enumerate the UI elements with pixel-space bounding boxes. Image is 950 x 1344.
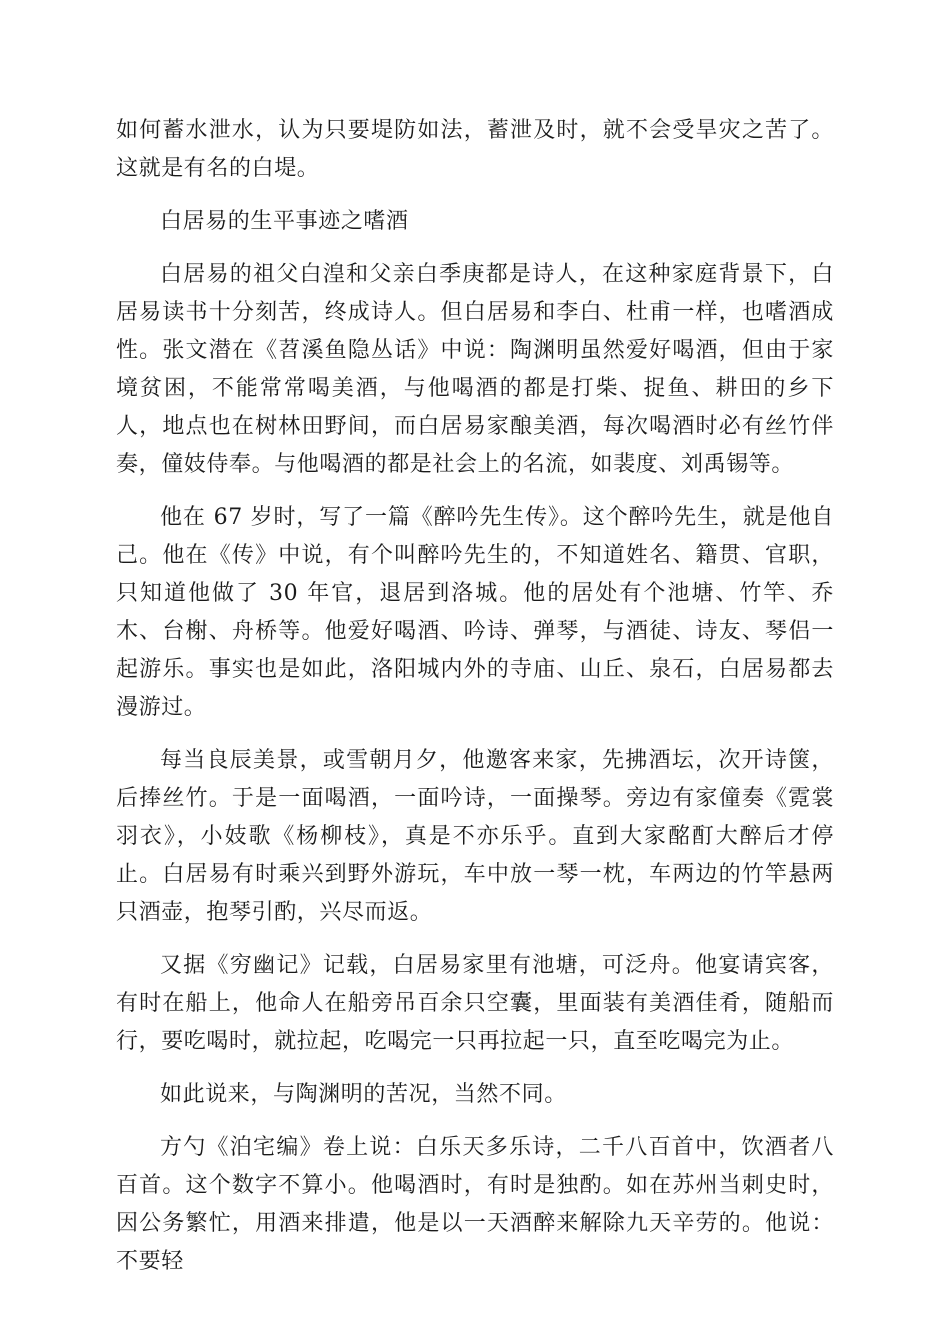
paragraph: 每当良辰美景，或雪朝月夕，他邀客来家，先拂酒坛，次开诗箧，后捧丝竹。于是一面喝酒，一面吟诗，一面操琴。旁边有家僮奏《霓裳羽衣》，小妓歌《杨柳枝》，真是不亦乐乎。直到大家酩酊大醉后才停止。白居易有时乘兴到野外游玩，车中放一琴一枕，车两边的竹竿悬两只酒壶，抱琴引酌，兴尽而返。 [116,748,834,925]
paragraph: 白居易的祖父白湟和父亲白季庚都是诗人，在这种家庭背景下，白居易读书十分刻苦，终成诗人。但白居易和李白、杜甫一样，也嗜酒成性。张文潜在《苕溪鱼隐丛话》中说：陶渊明虽然爱好喝酒，但由于家境贫困，不能常常喝美酒，与他喝酒的都是打柴、捉鱼、耕田的乡下人，地点也在树林田野间，而白居易家酿美酒，每次喝酒时必有丝竹伴奏，僮妓侍奉。与他喝酒的都是社会上的名流，如裴度、刘禹锡等。 [116,262,834,477]
paragraph-continuation: 如何蓄水泄水，认为只要堤防如法，蓄泄及时，就不会受旱灾之苦了。这就是有名的白堤。 [116,118,834,181]
paragraph: 他在 67 岁时，写了一篇《醉吟先生传》。这个醉吟先生，就是他自己。他在《传》中说，有个叫醉吟先生的，不知道姓名、籍贯、官职，只知道他做了 30 年官，退居到洛城。他的居处有个池塘、竹竿、乔木、台榭、舟桥等。他爱好喝酒、吟诗、弹琴，与酒徒、诗友、琴侣一起游乐。事实也是如此，洛阳城内外的寺庙、山丘、泉石，白居易都去漫游过。 [116,505,834,720]
section-heading: 白居易的生平事迹之嗜酒 [160,209,409,234]
document-page [116,112,834,1296]
paragraph: 如此说来，与陶渊明的苦况，当然不同。 [160,1082,567,1107]
paragraph: 方勺《泊宅编》卷上说：白乐天多乐诗，二千八百首中，饮酒者八百首。这个数字不算小。他喝酒时，有时是独酌。如在苏州当刺史时，因公务繁忙，用酒来排遣，他是以一天酒醉来解除九天辛劳的。他说：不要轻 [116,1135,834,1274]
paragraph: 又据《穷幽记》记载，白居易家里有池塘，可泛舟。他宴请宾客，有时在船上，他命人在船旁吊百余只空囊，里面装有美酒佳肴，随船而行，要吃喝时，就拉起，吃喝完一只再拉起一只，直至吃喝完为止。 [116,953,834,1054]
